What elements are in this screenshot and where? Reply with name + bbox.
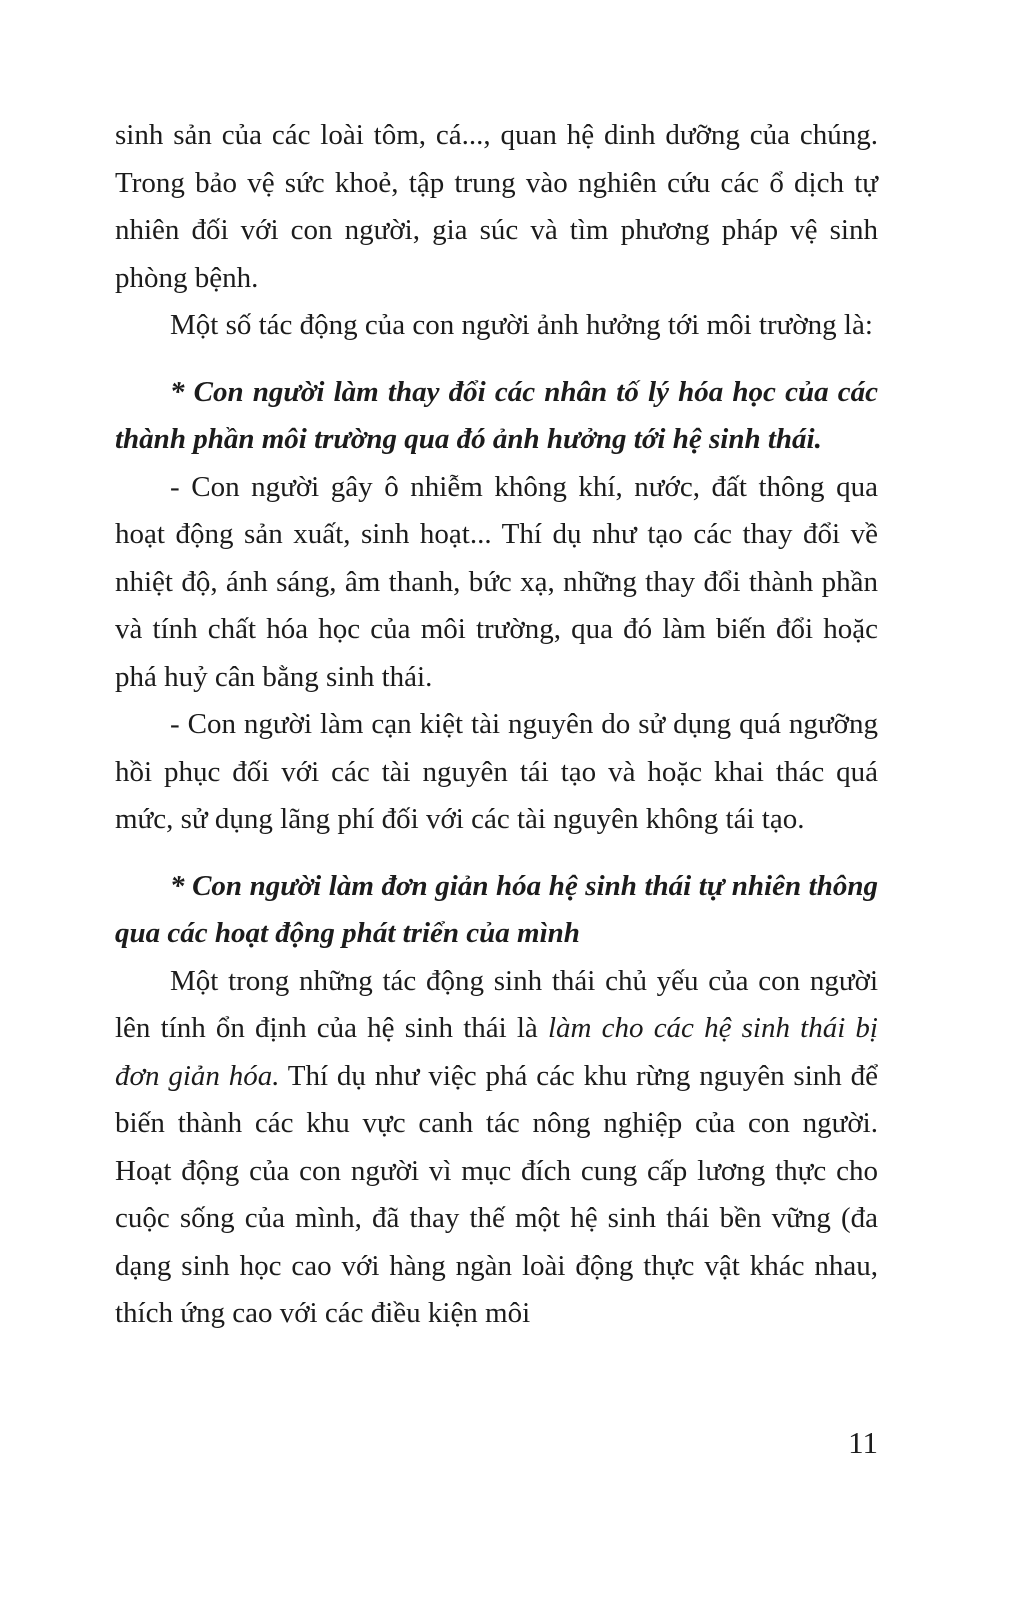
heading-change-factors: * Con người làm thay đổi các nhân tố lý hóa học của các thành phần môi trường qua đó ảnh hưởng tới hệ sinh thái. <box>115 375 878 455</box>
paragraph-simplification-pre: Một trong những tác động sinh thái chủ yếu của con người lên tính ổn định của hệ sinh thái là <box>115 964 878 1044</box>
paragraph-simplification-italic: làm cho các hệ sinh thái bị đơn giản hóa. <box>115 1012 878 1092</box>
paragraph-depletion: - Con người làm cạn kiệt tài nguyên do sử dụng quá ngưỡng hồi phục đối với các tài nguyên tái tạo và hoặc khai thác quá mức, sử dụng lãng phí đối với các tài nguyên không tái tạo. <box>115 708 878 835</box>
paragraph-intro: Một số tác động của con người ảnh hưởng tới môi trường là: <box>170 309 873 341</box>
text-column <box>115 112 878 1338</box>
paragraph-continuation: sinh sản của các loài tôm, cá..., quan hệ dinh dưỡng của chúng. Trong bảo vệ sức khoẻ, tập trung vào nghiên cứu các ổ dịch tự nhiên đối với con người, gia súc và tìm phương pháp vệ sinh phòng bệnh. <box>115 119 878 294</box>
page-number: 11 <box>848 1425 878 1460</box>
paragraph-pollution: - Con người gây ô nhiễm không khí, nước, đất thông qua hoạt động sản xuất, sinh hoạt... Thí dụ như tạo các thay đổi về nhiệt độ, ánh sáng, âm thanh, bức xạ, những thay đổi thành phần và tính chất hóa học của môi trường, qua đó làm biến đổi hoặc phá huỷ cân bằng sinh thái. <box>115 470 878 693</box>
paragraph-simplification <box>115 958 878 1338</box>
paragraph-simplification-post: Thí dụ như việc phá các khu rừng nguyên sinh để biến thành các khu vực canh tác nông nghiệp của con người. Hoạt động của con người vì mục đích cung cấp lương thực cho cuộc sống của mình, đã thay thế một hệ sinh thái bền vững (đa dạng sinh học cao với hàng ngàn loài động thực vật khác nhau, thích ứng cao với các điều kiện môi <box>115 1059 878 1329</box>
heading-simplification: * Con người làm đơn giản hóa hệ sinh thái tự nhiên thông qua các hoạt động phát triển của mình <box>115 869 878 949</box>
